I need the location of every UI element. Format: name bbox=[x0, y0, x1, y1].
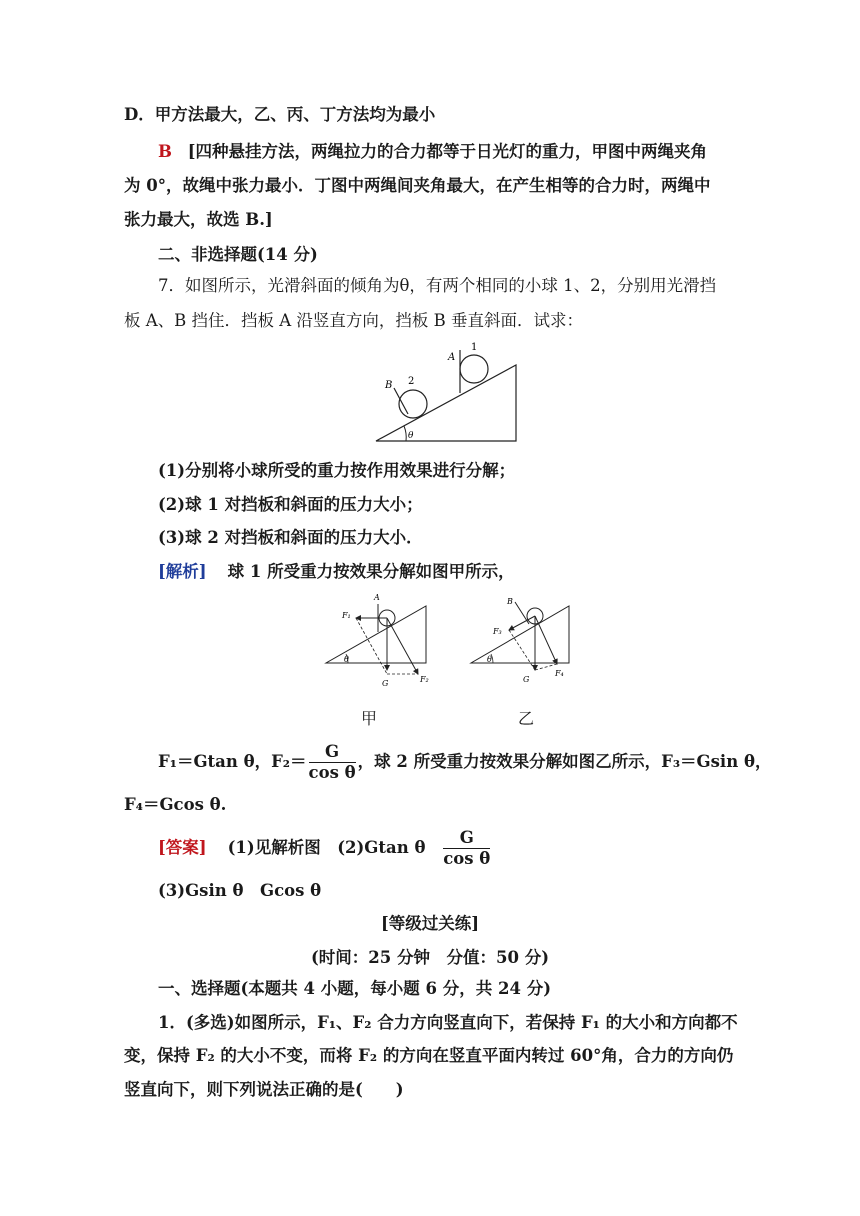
figure-jia bbox=[320, 590, 440, 690]
svg-text:G: G bbox=[382, 679, 389, 688]
svg-text:F₄: F₄ bbox=[555, 669, 564, 678]
level-subtitle: (时间：25 分钟 分值：50 分) bbox=[310, 948, 550, 967]
label-ball-2: 2 bbox=[408, 376, 415, 387]
answer-part3: (3)Gsin θ Gcos θ bbox=[158, 881, 322, 900]
svg-text:F₂: F₂ bbox=[420, 675, 429, 684]
answer-tag: [答案] bbox=[158, 838, 207, 857]
sub-question-1: (1)分别将小球所受的重力按作用效果进行分解； bbox=[158, 461, 516, 480]
answer-line: [答案] (1)见解析图 (2)Gtan θ $\frac{G}{\text{cos θ}}$ bbox=[158, 828, 491, 868]
svg-text:θ: θ bbox=[344, 655, 349, 664]
svg-text:F₁: F₁ bbox=[342, 611, 351, 620]
question-1-line1: 1．(多选)如图所示，F₁、F₂ 合力方向竖直向下，若保持 F₁ 的大小和方向都不 bbox=[158, 1013, 738, 1032]
equation-line: F₁＝Gtan θ，F₂＝ $\frac{G}{\text{cos θ}}$ ，球 2 所受重力按效果分解如图乙所示，F₃＝Gsin θ， bbox=[158, 742, 772, 782]
svg-text:A: A bbox=[374, 593, 380, 602]
label-ball-1: 1 bbox=[471, 342, 478, 353]
sub-question-2: (2)球 1 对挡板和斜面的压力大小； bbox=[158, 495, 423, 514]
caption-yi: 乙 bbox=[518, 709, 535, 728]
question-1-line2: 变，保持 F₂ 的大小不变，而将 F₂ 的方向在竖直平面内转过 60°角，合力的方向仍 bbox=[124, 1046, 734, 1065]
figure-yi bbox=[465, 590, 585, 690]
question-7-line1: 7．如图所示，光滑斜面的倾角为θ，有两个相同的小球 1、2，分别用光滑挡 bbox=[158, 276, 717, 295]
level-title: [等级过关练] bbox=[380, 914, 480, 933]
section-1-heading: 一、选择题(本题共 4 小题，每小题 6 分，共 24 分) bbox=[158, 979, 552, 998]
label-theta: θ bbox=[408, 431, 414, 441]
caption-jia: 甲 bbox=[361, 709, 378, 728]
svg-text:G: G bbox=[523, 675, 530, 684]
answer-6-line2: 为 0°，故绳中张力最小．丁图中两绳间夹角最大，在产生相等的合力时，两绳中 bbox=[124, 176, 711, 195]
svg-text:B: B bbox=[507, 597, 513, 606]
answer-fraction: $\frac{G}{\text{cos θ}}$ bbox=[443, 828, 491, 868]
fraction-g-cos: $\frac{G}{\text{cos θ}}$ bbox=[308, 742, 356, 782]
label-b: B bbox=[385, 380, 393, 391]
answer-6-letter: B bbox=[158, 142, 172, 161]
analysis-tag: [解析] bbox=[158, 562, 207, 581]
answer-6-line1: B [四种悬挂方法，两绳拉力的合力都等于日光灯的重力，甲图中两绳夹角 bbox=[158, 142, 708, 161]
section-2-heading: 二、非选择题(14 分) bbox=[158, 245, 318, 264]
equation-f4: F₄＝Gcos θ. bbox=[124, 795, 227, 814]
incline-figure bbox=[370, 338, 525, 448]
answer-6-line3: 张力最大，故选 B.] bbox=[124, 210, 273, 229]
question-1-line3: 竖直向下，则下列说法正确的是( ) bbox=[124, 1080, 404, 1099]
svg-text:F₃: F₃ bbox=[493, 627, 502, 636]
question-7-line2: 板 A、B 挡住．挡板 A 沿竖直方向，挡板 B 垂直斜面．试求： bbox=[124, 311, 584, 330]
sub-question-3: (3)球 2 对挡板和斜面的压力大小． bbox=[158, 528, 423, 547]
label-a: A bbox=[448, 352, 456, 363]
svg-text:θ: θ bbox=[487, 655, 492, 664]
analysis-line: [解析] 球 1 所受重力按效果分解如图甲所示， bbox=[158, 562, 515, 581]
option-d: D．甲方法最大，乙、丙、丁方法均为最小 bbox=[124, 105, 436, 124]
